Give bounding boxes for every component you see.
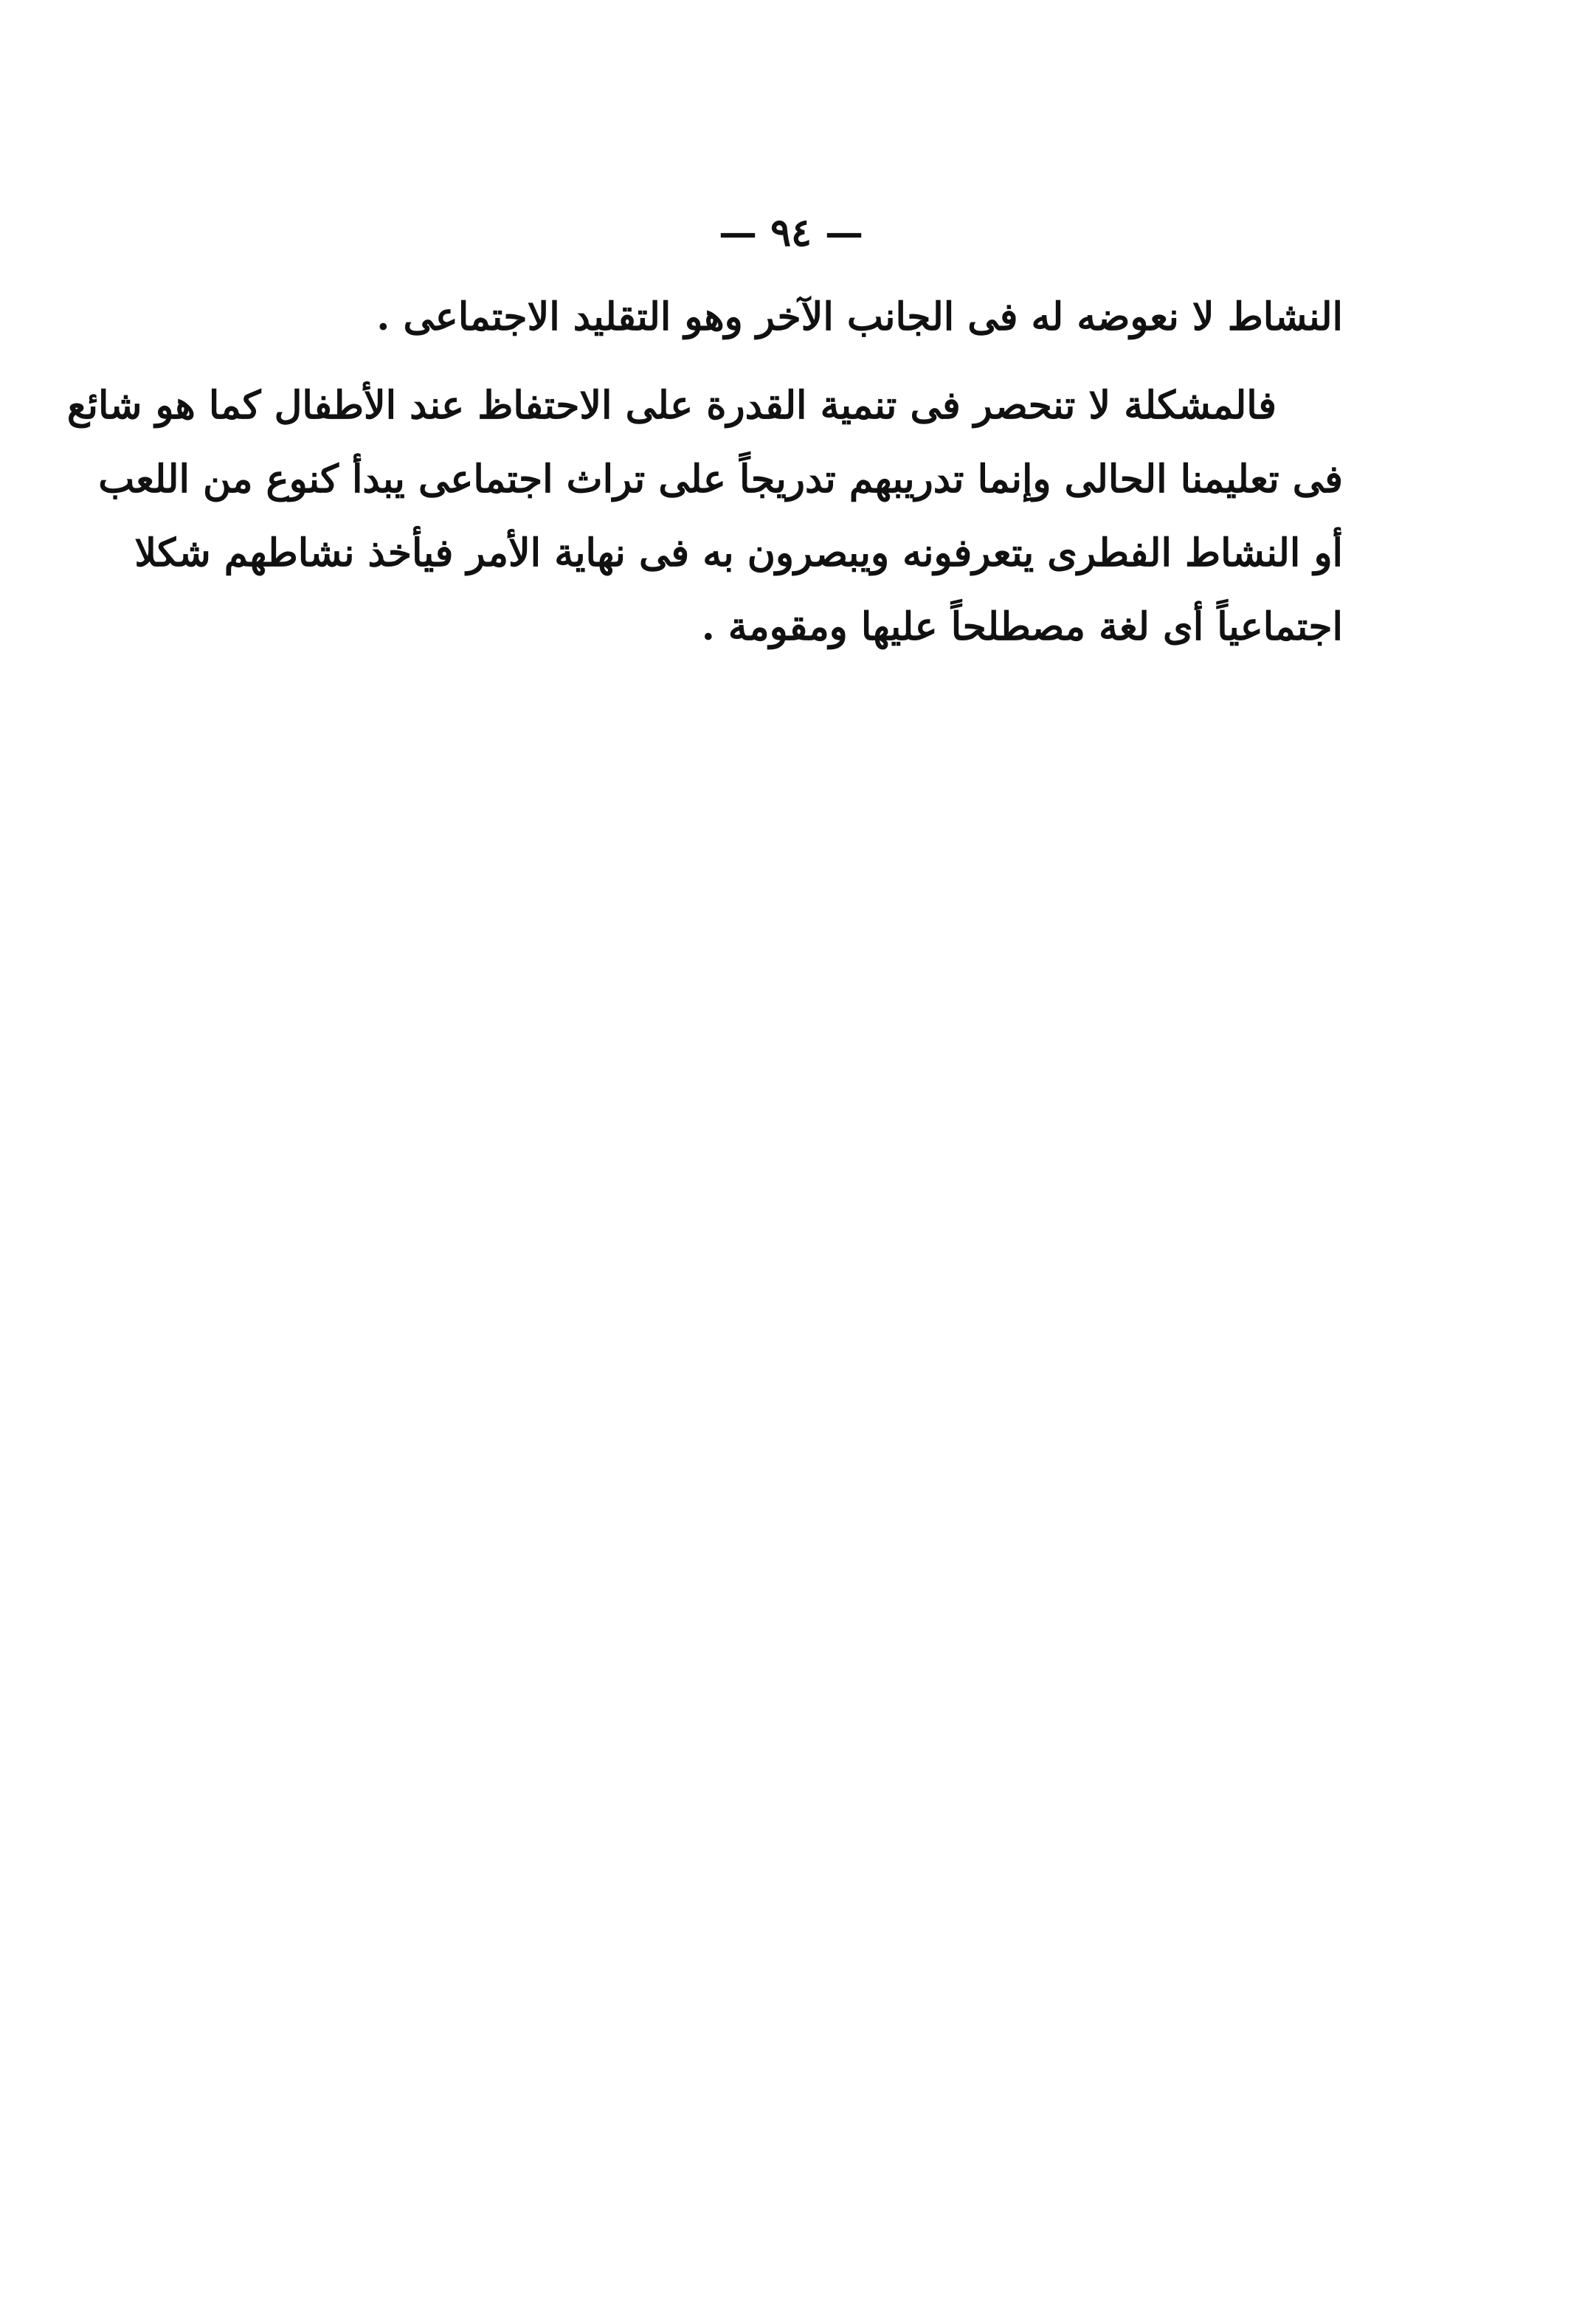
- paragraph-line: أو النشاط الفطرى يتعرفونه ويبصرون به فى نهاية الأمر فيأخذ نشاطهم شكلا: [134, 530, 1343, 575]
- paragraph-line: النشاط لا نعوضه له فى الجانب الآخر وهو التقليد الاجتماعى .: [376, 294, 1343, 339]
- paragraph-line: فى تعليمنا الحالى وإنما تدريبهم تدريجاً على تراث اجتماعى يبدأ كنوع من اللعب: [98, 457, 1343, 502]
- paragraph-1: [170, 280, 1343, 354]
- paragraph-line: اجتماعياً أى لغة مصطلحاً عليها ومقومة .: [701, 604, 1343, 649]
- paragraph-line: فالمشكلة لا تنحصر فى تنمية القدرة على الاحتفاظ عند الأطفال كما هو شائع: [66, 383, 1277, 428]
- paragraph-2: [66, 369, 1343, 664]
- page-number: — ٩٤ —: [718, 210, 864, 255]
